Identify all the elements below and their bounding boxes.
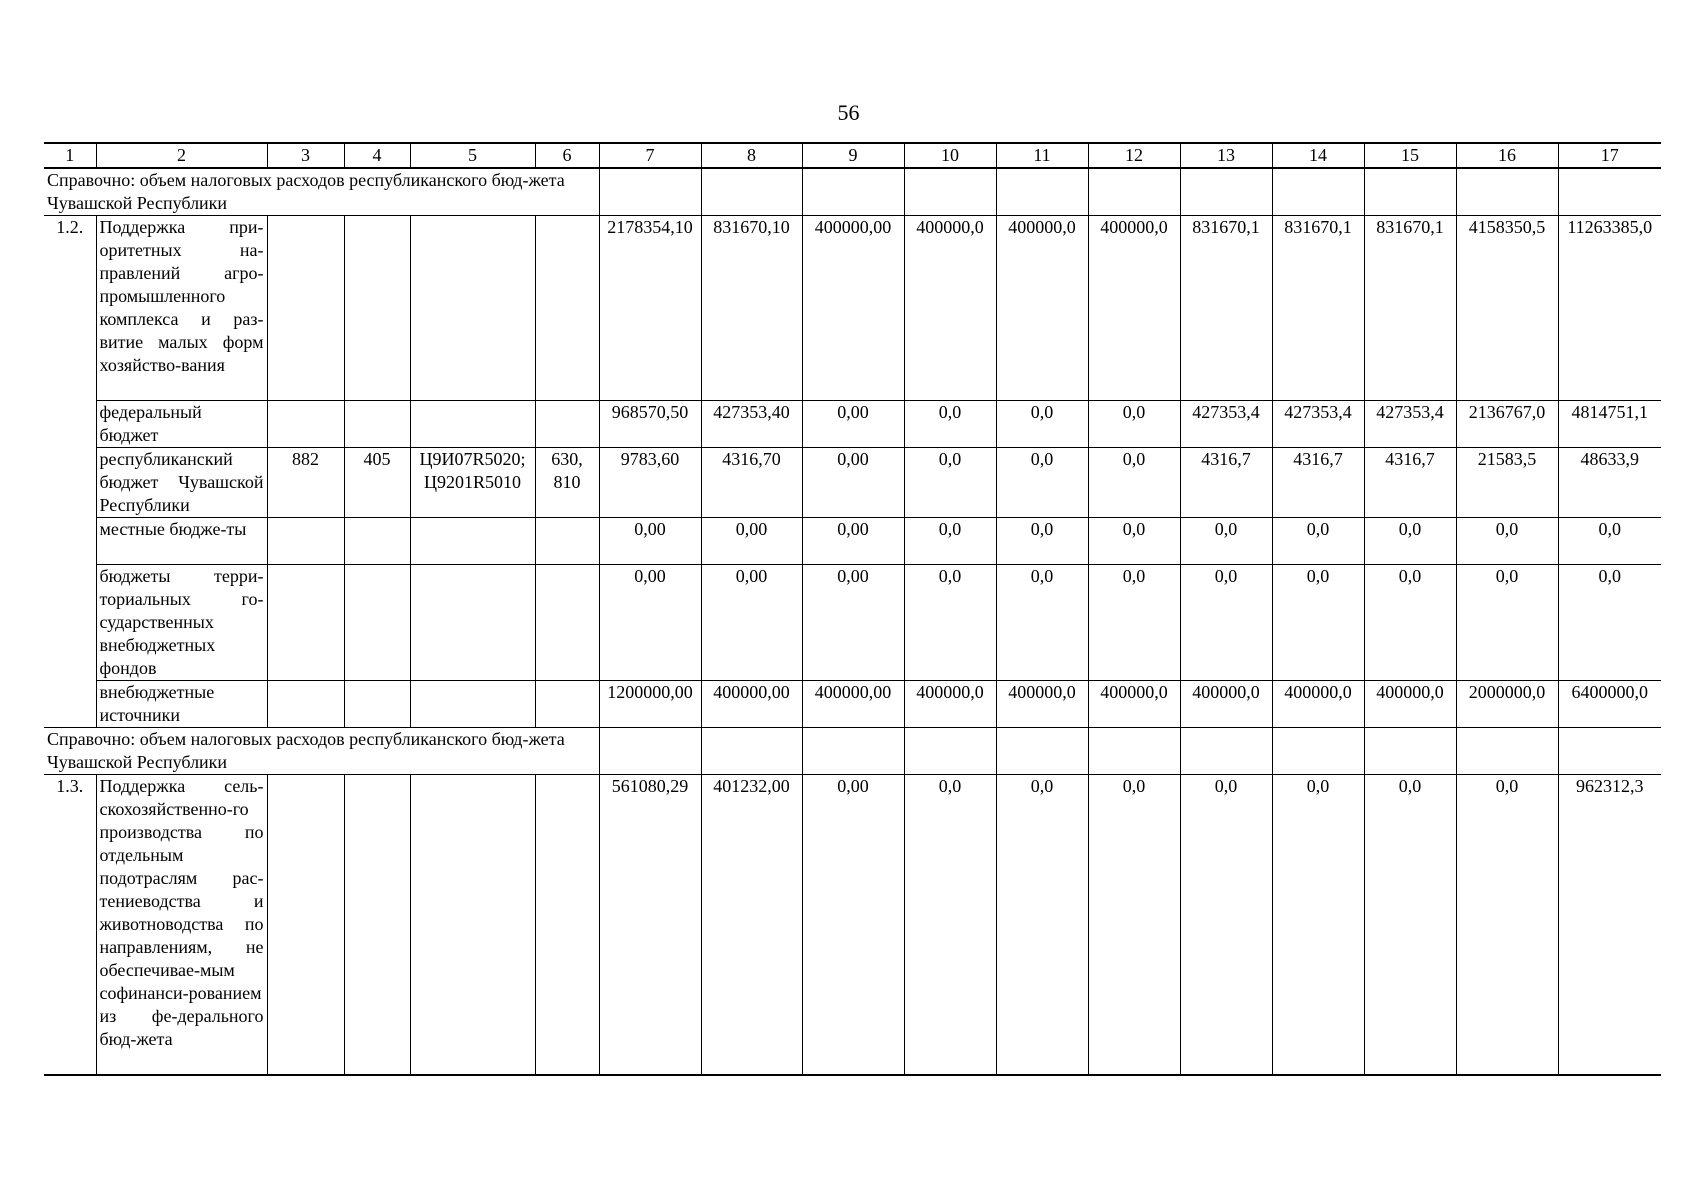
table-row bbox=[44, 775, 1661, 1076]
column-header: 9 bbox=[802, 143, 904, 168]
empty-cell bbox=[410, 216, 535, 401]
empty-cell bbox=[344, 775, 410, 1076]
table-row bbox=[44, 168, 1661, 216]
value-cell: 0,0 bbox=[904, 448, 996, 518]
value-cell: 0,0 bbox=[1456, 775, 1558, 1076]
value-cell: 0,0 bbox=[1558, 565, 1661, 681]
value-cell: 400000,0 bbox=[996, 216, 1088, 401]
empty-cell bbox=[904, 168, 996, 216]
table-row bbox=[44, 216, 1661, 401]
value-cell: 11263385,0 bbox=[1558, 216, 1661, 401]
empty-cell bbox=[1180, 728, 1272, 775]
ministry-code bbox=[267, 681, 344, 728]
section-code bbox=[344, 681, 410, 728]
empty-cell bbox=[535, 775, 599, 1076]
value-cell: 0,0 bbox=[996, 401, 1088, 448]
value-cell: 4316,7 bbox=[1364, 448, 1456, 518]
empty-cell bbox=[267, 775, 344, 1076]
row-index: 1.2. bbox=[44, 216, 96, 728]
ministry-code bbox=[267, 565, 344, 681]
empty-cell bbox=[599, 728, 701, 775]
funding-source: местные бюдже-ты bbox=[96, 518, 267, 565]
value-cell: 401232,00 bbox=[701, 775, 802, 1076]
column-header: 6 bbox=[535, 143, 599, 168]
reference-note: Справочно: объем налоговых расходов республиканского бюд-жета Чувашской Республики bbox=[44, 728, 599, 775]
budget-table bbox=[44, 142, 1661, 1076]
value-cell: 0,0 bbox=[904, 401, 996, 448]
target-article-line: Ц9И07R5020; bbox=[419, 449, 526, 469]
value-cell: 400000,00 bbox=[802, 681, 904, 728]
column-header: 15 bbox=[1364, 143, 1456, 168]
value-cell: 0,0 bbox=[1088, 401, 1180, 448]
page-number: 56 bbox=[837, 100, 860, 125]
target-article-line: Ц9201R5010 bbox=[423, 472, 521, 492]
value-cell: 2000000,0 bbox=[1456, 681, 1558, 728]
column-header: 10 bbox=[904, 143, 996, 168]
expense-type-line: 810 bbox=[553, 472, 581, 492]
empty-cell bbox=[802, 728, 904, 775]
value-cell: 0,0 bbox=[1088, 448, 1180, 518]
value-cell: 0,00 bbox=[802, 448, 904, 518]
value-cell: 400000,0 bbox=[1180, 681, 1272, 728]
value-cell: 968570,50 bbox=[599, 401, 701, 448]
value-cell: 0,0 bbox=[1272, 565, 1364, 681]
value-cell: 4158350,5 bbox=[1456, 216, 1558, 401]
expense-type-code bbox=[535, 518, 599, 565]
expense-type-code bbox=[535, 681, 599, 728]
value-cell: 0,00 bbox=[802, 401, 904, 448]
column-header: 17 bbox=[1558, 143, 1661, 168]
empty-cell bbox=[1558, 728, 1661, 775]
value-cell: 0,0 bbox=[996, 448, 1088, 518]
row-index: 1.3. bbox=[44, 775, 96, 1076]
value-cell: 400000,00 bbox=[701, 681, 802, 728]
target-article-code bbox=[410, 448, 535, 518]
empty-cell bbox=[1364, 168, 1456, 216]
value-cell: 48633,9 bbox=[1558, 448, 1661, 518]
ministry-code bbox=[267, 401, 344, 448]
value-cell: 2178354,10 bbox=[599, 216, 701, 401]
column-header: 1 bbox=[44, 143, 96, 168]
column-header: 8 bbox=[701, 143, 802, 168]
value-cell: 0,0 bbox=[1364, 775, 1456, 1076]
empty-cell bbox=[1456, 168, 1558, 216]
value-cell: 400000,0 bbox=[904, 216, 996, 401]
empty-cell bbox=[410, 775, 535, 1076]
value-cell: 2136767,0 bbox=[1456, 401, 1558, 448]
value-cell: 0,0 bbox=[1180, 565, 1272, 681]
value-cell: 831670,1 bbox=[1180, 216, 1272, 401]
empty-cell bbox=[802, 168, 904, 216]
value-cell: 0,0 bbox=[996, 518, 1088, 565]
reference-note: Справочно: объем налоговых расходов республиканского бюд-жета Чувашской Республики bbox=[44, 168, 599, 216]
value-cell: 0,0 bbox=[1558, 518, 1661, 565]
funding-source: федеральный бюджет bbox=[96, 401, 267, 448]
value-cell: 4316,7 bbox=[1180, 448, 1272, 518]
value-cell: 427353,4 bbox=[1364, 401, 1456, 448]
section-code bbox=[344, 401, 410, 448]
value-cell: 400000,0 bbox=[996, 681, 1088, 728]
empty-cell bbox=[344, 216, 410, 401]
empty-cell bbox=[904, 728, 996, 775]
value-cell: 831670,1 bbox=[1364, 216, 1456, 401]
funding-source: республиканский бюджет Чувашской Республики bbox=[96, 448, 267, 518]
expense-type-line: 630, bbox=[551, 449, 583, 469]
table-row bbox=[44, 401, 1661, 448]
column-header: 14 bbox=[1272, 143, 1364, 168]
value-cell: 9783,60 bbox=[599, 448, 701, 518]
empty-cell bbox=[701, 168, 802, 216]
value-cell: 0,0 bbox=[904, 775, 996, 1076]
expense-type-code bbox=[535, 448, 599, 518]
table-row bbox=[44, 518, 1661, 565]
column-header: 3 bbox=[267, 143, 344, 168]
value-cell: 400000,0 bbox=[1364, 681, 1456, 728]
value-cell: 831670,1 bbox=[1272, 216, 1364, 401]
value-cell: 0,0 bbox=[996, 565, 1088, 681]
empty-cell bbox=[1088, 728, 1180, 775]
value-cell: 831670,10 bbox=[701, 216, 802, 401]
funding-source: внебюджетные источники bbox=[96, 681, 267, 728]
empty-cell bbox=[996, 168, 1088, 216]
column-header: 2 bbox=[96, 143, 267, 168]
value-cell: 400000,0 bbox=[1272, 681, 1364, 728]
column-header: 4 bbox=[344, 143, 410, 168]
empty-cell bbox=[267, 216, 344, 401]
value-cell: 0,0 bbox=[1456, 518, 1558, 565]
target-article-code bbox=[410, 681, 535, 728]
empty-cell bbox=[599, 168, 701, 216]
empty-cell bbox=[996, 728, 1088, 775]
measure-name: Поддержка при-оритетных на-правлений агро-промышленного комплекса и раз-витие малых форм хозяйство-вания bbox=[96, 216, 267, 401]
table-row bbox=[44, 565, 1661, 681]
value-cell: 0,00 bbox=[802, 565, 904, 681]
value-cell: 427353,4 bbox=[1180, 401, 1272, 448]
value-cell: 0,00 bbox=[701, 518, 802, 565]
target-article-code bbox=[410, 565, 535, 681]
value-cell: 0,0 bbox=[1272, 518, 1364, 565]
funding-source: бюджеты терри-ториальных го-сударственных внебюджетных фондов bbox=[96, 565, 267, 681]
value-cell: 4814751,1 bbox=[1558, 401, 1661, 448]
value-cell: 0,0 bbox=[996, 775, 1088, 1076]
value-cell: 400000,0 bbox=[904, 681, 996, 728]
empty-cell bbox=[1272, 168, 1364, 216]
value-cell: 0,0 bbox=[1088, 775, 1180, 1076]
empty-cell bbox=[1456, 728, 1558, 775]
value-cell: 0,0 bbox=[1456, 565, 1558, 681]
empty-cell bbox=[701, 728, 802, 775]
table-row bbox=[44, 728, 1661, 775]
value-cell: 4316,70 bbox=[701, 448, 802, 518]
column-header: 7 bbox=[599, 143, 701, 168]
value-cell: 0,0 bbox=[1364, 565, 1456, 681]
value-cell: 0,0 bbox=[904, 565, 996, 681]
section-code bbox=[344, 518, 410, 565]
column-header: 11 bbox=[996, 143, 1088, 168]
section-code bbox=[344, 565, 410, 681]
value-cell: 561080,29 bbox=[599, 775, 701, 1076]
ministry-code bbox=[267, 518, 344, 565]
empty-cell bbox=[1272, 728, 1364, 775]
target-article-code bbox=[410, 401, 535, 448]
value-cell: 6400000,0 bbox=[1558, 681, 1661, 728]
value-cell: 21583,5 bbox=[1456, 448, 1558, 518]
value-cell: 0,0 bbox=[1088, 518, 1180, 565]
value-cell: 962312,3 bbox=[1558, 775, 1661, 1076]
ministry-code: 882 bbox=[267, 448, 344, 518]
table-row bbox=[44, 448, 1661, 518]
column-header: 16 bbox=[1456, 143, 1558, 168]
empty-cell bbox=[1180, 168, 1272, 216]
table-row bbox=[44, 143, 1661, 168]
value-cell: 0,0 bbox=[1088, 565, 1180, 681]
value-cell: 0,0 bbox=[904, 518, 996, 565]
value-cell: 400000,0 bbox=[1088, 216, 1180, 401]
value-cell: 0,00 bbox=[701, 565, 802, 681]
value-cell: 400000,00 bbox=[802, 216, 904, 401]
value-cell: 0,0 bbox=[1180, 775, 1272, 1076]
column-header: 13 bbox=[1180, 143, 1272, 168]
section-code: 405 bbox=[344, 448, 410, 518]
value-cell: 0,00 bbox=[599, 518, 701, 565]
value-cell: 427353,4 bbox=[1272, 401, 1364, 448]
value-cell: 0,00 bbox=[802, 775, 904, 1076]
empty-cell bbox=[1558, 168, 1661, 216]
empty-cell bbox=[535, 216, 599, 401]
value-cell: 0,0 bbox=[1364, 518, 1456, 565]
value-cell: 0,00 bbox=[599, 565, 701, 681]
expense-type-code bbox=[535, 565, 599, 681]
value-cell: 0,00 bbox=[802, 518, 904, 565]
value-cell: 1200000,00 bbox=[599, 681, 701, 728]
measure-name: Поддержка сель-скохозяйственно-го производства по отдельным подотраслям рас-тениеводства и животноводства по направлениям, не обеспечивае-мым софинанси-рованием из фе-дерального бюд-жета bbox=[96, 775, 267, 1076]
empty-cell bbox=[1088, 168, 1180, 216]
value-cell: 0,0 bbox=[1180, 518, 1272, 565]
column-header: 12 bbox=[1088, 143, 1180, 168]
value-cell: 0,0 bbox=[1272, 775, 1364, 1076]
expense-type-code bbox=[535, 401, 599, 448]
table-row bbox=[44, 681, 1661, 728]
column-header: 5 bbox=[410, 143, 535, 168]
value-cell: 4316,7 bbox=[1272, 448, 1364, 518]
value-cell: 427353,40 bbox=[701, 401, 802, 448]
value-cell: 400000,0 bbox=[1088, 681, 1180, 728]
target-article-code bbox=[410, 518, 535, 565]
empty-cell bbox=[1364, 728, 1456, 775]
